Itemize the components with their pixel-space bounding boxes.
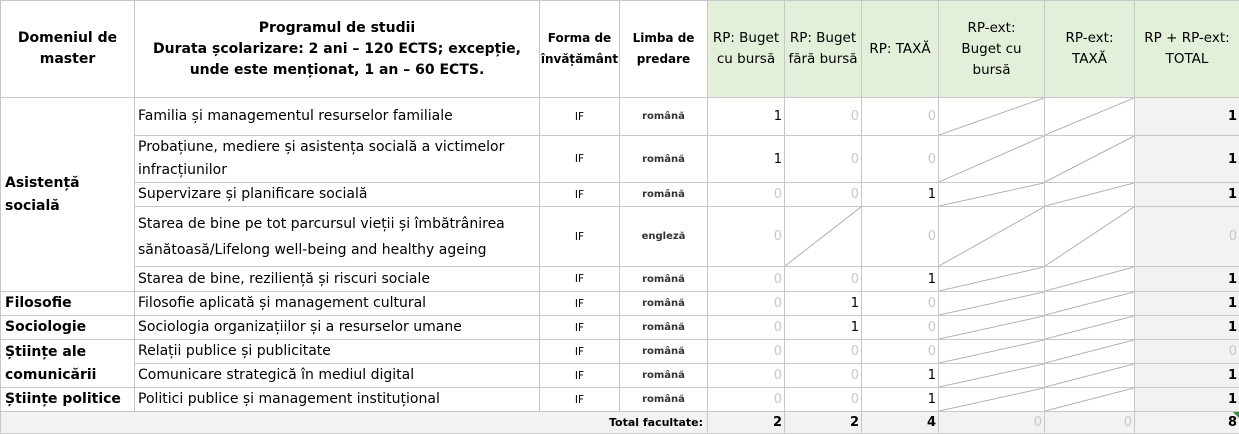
table-row [1,183,1239,207]
total-value: 1 [1135,292,1239,316]
table-row [1,136,1239,183]
domain-filosofie: Filosofie [1,292,135,316]
summary-rp-buget-fara: 2 [785,412,862,434]
rp-buget-bursa-value: 0 [708,340,785,364]
rp-buget-bursa-value: 0 [708,316,785,340]
domain-stiinte-politice: Științe politice [1,388,135,412]
header-rpext-buget: RP-ext: Buget cu bursă [939,1,1045,98]
domain-asistenta: Asistență socială [1,98,135,292]
summary-total-value: 8 [1228,415,1237,430]
header-rp-buget-bursa: RP: Buget cu bursă [708,1,785,98]
rpext-buget-na [939,340,1045,364]
forma-cell: IF [540,388,620,412]
rp-buget-bursa-value: 1 [708,98,785,136]
header-program-sub: Durata școlarizare: 2 ani – 120 ECTS; excepție, unde este menționat, 1 an – 60 ECTS. [135,39,539,81]
table-row [1,340,1239,364]
summary-row [1,412,1239,434]
rpext-taxa-na [1045,316,1135,340]
rpext-taxa-na [1045,267,1135,292]
rp-buget-fara-value: 1 [785,316,862,340]
program-name: Filosofie aplicată și management cultural [135,292,540,316]
summary-rp-buget-bursa: 2 [708,412,785,434]
limba-cell: română [620,136,708,183]
domain-stiinte-comunicarii: Științe ale comunicării [1,340,135,388]
total-value: 1 [1135,183,1239,207]
rp-buget-fara-value: 0 [785,136,862,183]
header-program [135,1,540,98]
rpext-buget-na [939,388,1045,412]
program-name: Politici publice și management instituțional [135,388,540,412]
total-value: 1 [1135,267,1239,292]
header-rp-taxa: RP: TAXĂ [862,1,939,98]
rp-taxa-value: 0 [862,292,939,316]
program-name: Sociologia organizațiilor și a resurselor umane [135,316,540,340]
table-row [1,267,1239,292]
forma-cell: IF [540,98,620,136]
program-name: Familia și managementul resurselor familiale [135,98,540,136]
rp-taxa-value: 1 [862,183,939,207]
header-total: RP + RP-ext: TOTAL [1135,1,1239,98]
forma-cell: IF [540,316,620,340]
header-domeniul: Domeniul de master [1,1,135,98]
limba-cell: română [620,364,708,388]
rp-taxa-value: 1 [862,388,939,412]
limba-cell: română [620,98,708,136]
header-rp-buget-fara: RP: Buget fără bursă [785,1,862,98]
rpext-buget-na [939,364,1045,388]
rpext-taxa-na [1045,388,1135,412]
table-row [1,98,1239,136]
rp-buget-fara-value: 0 [785,364,862,388]
table-row [1,316,1239,340]
program-name: Supervizare și planificare socială [135,183,540,207]
total-value: 1 [1135,364,1239,388]
rpext-buget-na [939,98,1045,136]
header-limba: Limba de predare [620,1,708,98]
rp-taxa-value: 0 [862,98,939,136]
summary-label: Total facultate: [1,412,708,434]
rpext-taxa-na [1045,207,1135,267]
rpext-taxa-na [1045,292,1135,316]
forma-cell: IF [540,292,620,316]
rp-taxa-value: 1 [862,364,939,388]
rp-buget-fara-value: 1 [785,292,862,316]
rp-taxa-value: 0 [862,136,939,183]
rp-buget-bursa-value: 0 [708,183,785,207]
forma-cell: IF [540,364,620,388]
rp-buget-bursa-value: 0 [708,388,785,412]
rpext-buget-na [939,267,1045,292]
rp-buget-fara-na [785,207,862,267]
table-row [1,292,1239,316]
rp-buget-bursa-value: 0 [708,207,785,267]
header-program-title: Programul de studii [135,18,539,39]
total-value: 1 [1135,388,1239,412]
rpext-buget-na [939,183,1045,207]
rp-buget-bursa-value: 0 [708,267,785,292]
rp-taxa-value: 1 [862,267,939,292]
rp-taxa-value: 0 [862,316,939,340]
total-value: 0 [1135,340,1239,364]
program-name: Probațiune, mediere și asistența socială a victimelor infracțiunilor [135,136,540,183]
rp-buget-fara-value: 0 [785,98,862,136]
rpext-taxa-na [1045,364,1135,388]
limba-cell: română [620,316,708,340]
header-rpext-taxa: RP-ext: TAXĂ [1045,1,1135,98]
limba-cell: română [620,340,708,364]
rpext-buget-na [939,292,1045,316]
rpext-taxa-na [1045,98,1135,136]
limba-cell: engleză [620,207,708,267]
table-row [1,207,1239,267]
total-value: 1 [1135,136,1239,183]
total-value: 1 [1135,98,1239,136]
rpext-buget-na [939,136,1045,183]
limba-cell: română [620,388,708,412]
limba-cell: română [620,292,708,316]
program-name: Comunicare strategică în mediul digital [135,364,540,388]
program-name: Relații publice și publicitate [135,340,540,364]
rp-buget-bursa-value: 1 [708,136,785,183]
limba-cell: română [620,267,708,292]
program-name: Starea de bine, reziliență și riscuri sociale [135,267,540,292]
summary-rp-taxa: 4 [862,412,939,434]
limba-cell: română [620,183,708,207]
forma-cell: IF [540,207,620,267]
rp-buget-bursa-value: 0 [708,292,785,316]
table-row [1,388,1239,412]
rp-buget-fara-value: 0 [785,267,862,292]
rpext-buget-na [939,207,1045,267]
comment-marker-icon [1233,412,1239,418]
summary-total [1135,412,1239,434]
rpext-taxa-na [1045,340,1135,364]
rp-buget-bursa-value: 0 [708,364,785,388]
domain-sociologie: Sociologie [1,316,135,340]
table-row [1,364,1239,388]
rp-taxa-value: 0 [862,207,939,267]
rpext-buget-na [939,316,1045,340]
rp-buget-fara-value: 0 [785,388,862,412]
program-name: Starea de bine pe tot parcursul vieții și îmbătrânirea sănătoasă/Lifelong well-being and healthy ageing [135,207,540,267]
forma-cell: IF [540,340,620,364]
forma-cell: IF [540,183,620,207]
summary-rpext-taxa: 0 [1045,412,1135,434]
rp-buget-fara-value: 0 [785,340,862,364]
rpext-taxa-na [1045,136,1135,183]
rpext-taxa-na [1045,183,1135,207]
forma-cell: IF [540,136,620,183]
forma-cell: IF [540,267,620,292]
summary-rpext-buget: 0 [939,412,1045,434]
total-value: 0 [1135,207,1239,267]
rp-buget-fara-value: 0 [785,183,862,207]
header-forma: Forma de învățământ [540,1,620,98]
rp-taxa-value: 0 [862,340,939,364]
total-value: 1 [1135,316,1239,340]
